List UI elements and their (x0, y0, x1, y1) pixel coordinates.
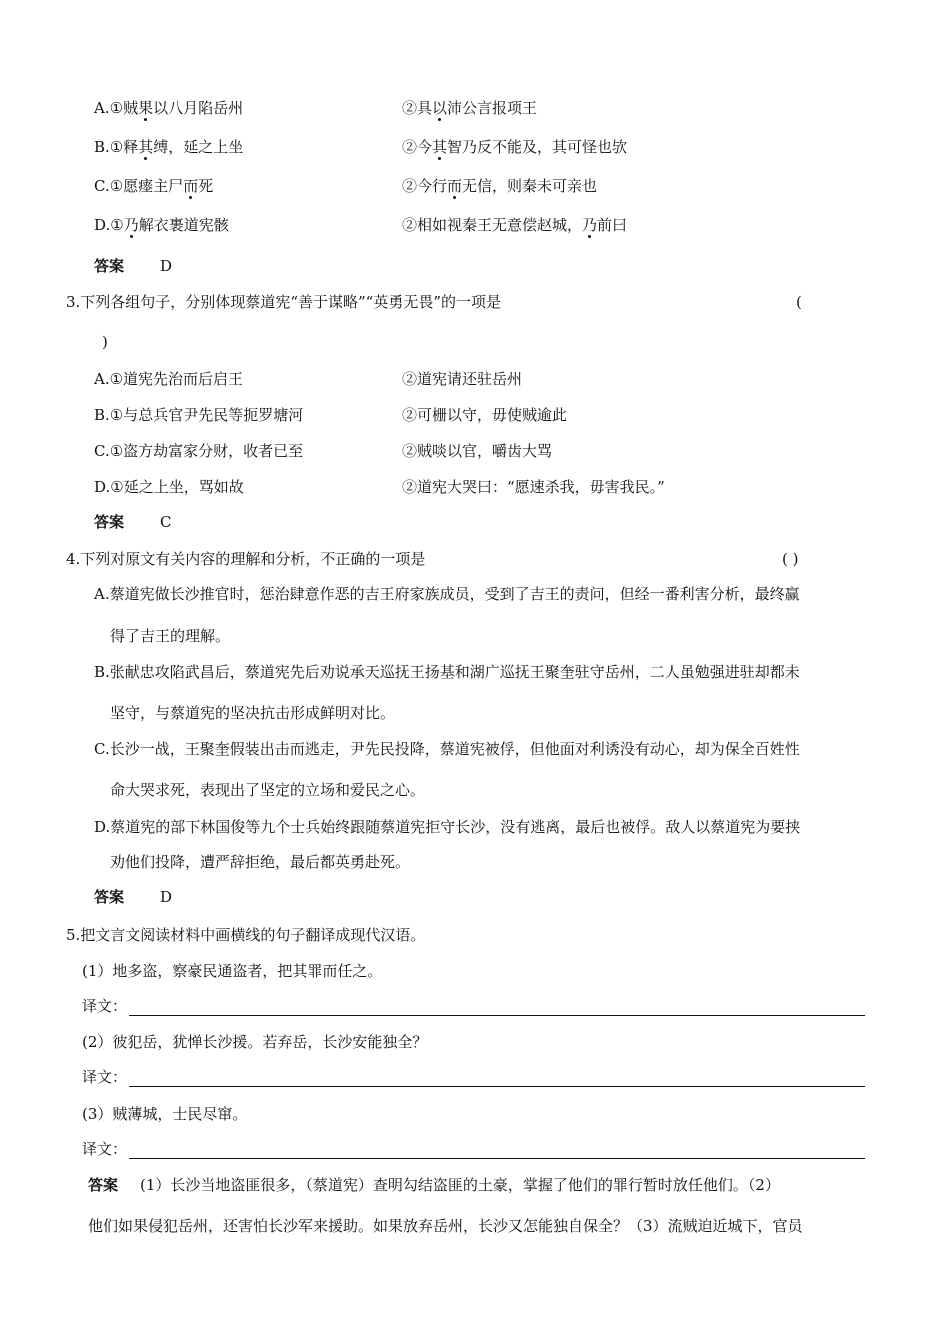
q4-option-c-line2: 命大哭求死，表现出了坚定的立场和爱民之心。 (110, 781, 426, 799)
q5-answer-line1: 答案 (1）长沙当地盗匪很多，（蔡道宪）查明勾结盗匪的土豪，掌握了他们的罪行暂时放任他们。（2） (88, 1176, 780, 1194)
q2-option-c-left: C.①愿瘗主尸而死 (94, 177, 214, 195)
translation-blank-2[interactable] (129, 1070, 865, 1087)
q4-option-c-line1: C.长沙一战，王聚奎假装出击而逃走，尹先民投降，蔡道宪被俘，但他面对利诱没有动心，却为保全百姓性 (94, 740, 800, 758)
q3-option-c-left: C.①盗方劫富家分财，收者已至 (94, 442, 304, 460)
q4-option-b-line2: 坚守，与蔡道宪的坚决抗击形成鲜明对比。 (110, 704, 396, 722)
q4-option-d-line1: D.蔡道宪的部下林国俊等九个士兵始终跟随蔡道宪拒守长沙，没有逃离，最后也被俘。敌人以蔡道宪为要挟 (94, 818, 801, 836)
q5-translation-3 (82, 1139, 865, 1159)
q4-option-d-line2: 劝他们投降，遭严辞拒绝，最后都英勇赴死。 (110, 853, 411, 871)
q2-option-b-left: B.①释其缚，延之上坐 (94, 138, 244, 156)
q5-stem: 5.把文言文阅读材料中画横线的句子翻译成现代汉语。 (66, 926, 426, 944)
q4-option-b-line1: B.张献忠攻陷武昌后，蔡道宪先后劝说承天巡抚王扬基和湖广巡抚王聚奎驻守岳州，二人虽勉强进驻却都未 (94, 663, 800, 681)
q3-paren-open: ( (796, 293, 802, 311)
q5-item-2: (2）彼犯岳，犹惮长沙援。若弃岳，长沙安能独全？ (82, 1033, 428, 1051)
q2-option-a-left: A.①贼果以八月陷岳州 (94, 99, 244, 117)
q3-option-b-right: ②可栅以守，毋使贼逾此 (402, 406, 568, 424)
translation-label: 译文： (82, 1140, 128, 1158)
q2-answer: 答案 D (94, 257, 173, 275)
q3-option-b-left: B.①与总兵官尹先民等扼罗塘河 (94, 406, 304, 424)
q3-option-c-right: ②贼啖以官，嚼齿大骂 (402, 442, 553, 460)
q2-option-c-right: ②今行而无信，则秦未可亲也 (402, 177, 598, 195)
q3-paren-close: ) (102, 333, 108, 351)
q2-option-b-right: ②今其智乃反不能及，其可怪也欤 (402, 138, 628, 156)
q3-option-a-right: ②道宪请还驻岳州 (402, 370, 523, 388)
q5-answer-line2: 他们如果侵犯岳州，还害怕长沙军来援助。如果放弃岳州，长沙又怎能独自保全？（3）流贼迫近城下，官员 (88, 1217, 803, 1235)
translation-blank-1[interactable] (129, 999, 865, 1016)
q3-option-d-right: ②道宪大哭曰：“愿速杀我，毋害我民。” (402, 478, 665, 496)
q2-option-d-right: ②相如视秦王无意偿赵城，乃前曰 (402, 216, 628, 234)
q3-option-d-left: D.①延之上坐，骂如故 (94, 478, 244, 496)
q2-option-d-left: D.①乃解衣裹道宪骸 (94, 216, 229, 234)
q4-stem: 4.下列对原文有关内容的理解和分析，不正确的一项是 (66, 550, 426, 568)
q4-paren: ( ) (782, 550, 799, 568)
q2-option-a-right: ②具以沛公言报项王 (402, 99, 538, 117)
q5-translation-1 (82, 996, 865, 1016)
q3-answer: 答案 C (94, 513, 172, 531)
q5-item-1: (1）地多盗，察豪民通盗者，把其罪而任之。 (82, 962, 383, 980)
q4-answer: 答案 D (94, 888, 173, 906)
q4-option-a-line1: A.蔡道宪做长沙推官时，惩治肆意作恶的吉王府家族成员，受到了吉王的责问，但经一番利害分析，最终赢 (94, 585, 800, 603)
q5-item-3: (3）贼薄城，士民尽窜。 (82, 1105, 248, 1123)
q5-translation-2 (82, 1067, 865, 1087)
translation-blank-3[interactable] (129, 1142, 865, 1159)
translation-label: 译文： (82, 1068, 128, 1086)
q3-option-a-left: A.①道宪先治而后启王 (94, 370, 244, 388)
translation-label: 译文： (82, 997, 128, 1015)
q4-option-a-line2: 得了吉王的理解。 (110, 627, 231, 645)
q3-stem: 3.下列各组句子，分别体现蔡道宪“善于谋略”“英勇无畏”的一项是 (66, 293, 501, 311)
